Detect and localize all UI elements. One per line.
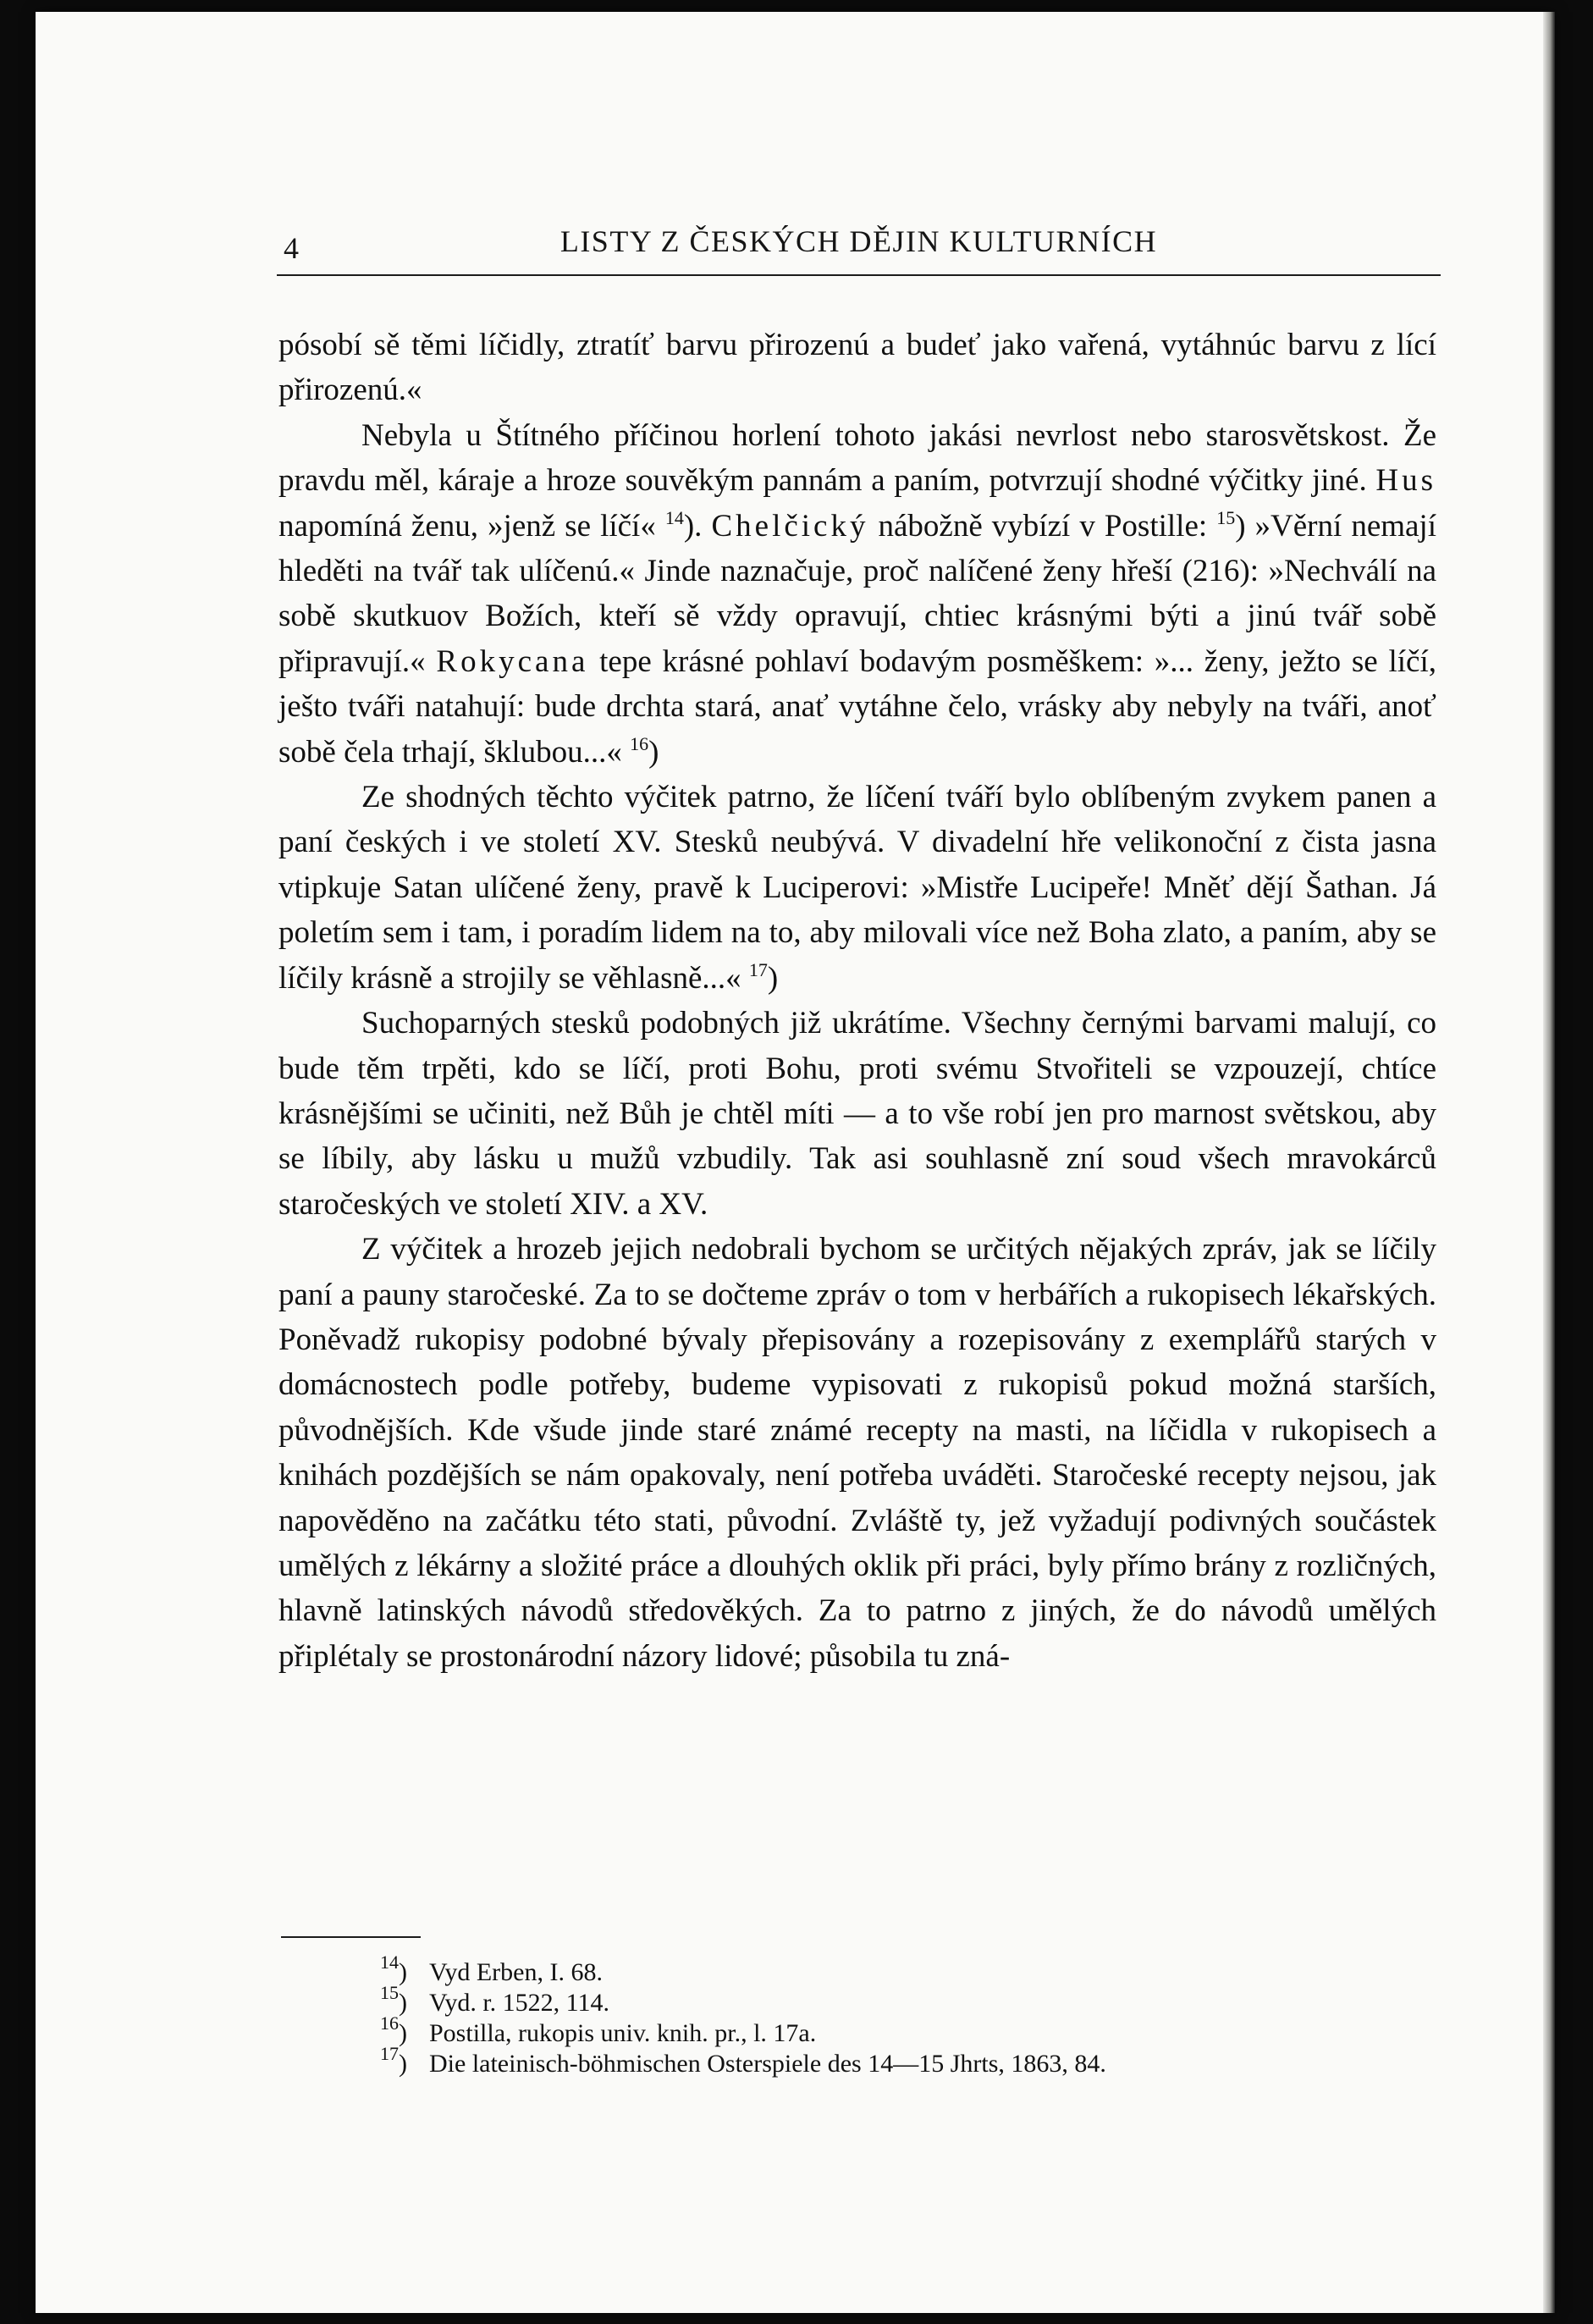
text-run: ). xyxy=(683,508,712,544)
footnote-text: Die lateinisch-böhmischen Osterspiele des 14—15 Jhrts, 1863, 84. xyxy=(429,2050,1106,2078)
running-header xyxy=(277,224,1441,276)
text-run: Nebyla u Štítného příčinou horlení tohoto jakási nevrlost nebo starosvětskost. Že pravdu měl, káraje a hroze souvěkým pannám a paním, potvrzují shodné výčitky jiné. xyxy=(278,417,1436,499)
footnote-marker: 16 xyxy=(380,2012,399,2034)
footnote: $^{17}$) Die lateinisch-böhmischen Osterspiele des 14—15 Jhrts, 1863, 84. xyxy=(380,2043,1106,2078)
footnote-ref-16: 16 xyxy=(630,732,649,754)
page-edge xyxy=(1543,12,1555,2313)
text-run: ) xyxy=(767,960,779,996)
header-rule xyxy=(277,274,1441,276)
text-run: napomíná ženu, »jenž se líčí« xyxy=(278,508,665,544)
footnotes xyxy=(380,1951,1438,2079)
footnote-text: Vyd Erben, I. 68. xyxy=(429,1958,603,1986)
page-number: 4 xyxy=(284,231,300,265)
body-text xyxy=(278,323,1436,1679)
footnote-marker: 17 xyxy=(380,2043,399,2064)
footnote-ref-15: 15 xyxy=(1216,506,1236,528)
author-name-hus: Hus xyxy=(1375,463,1436,499)
paragraph-3 xyxy=(278,775,1436,1001)
footnote-text: Vyd. r. 1522, 114. xyxy=(429,1989,610,2017)
book-page xyxy=(36,12,1555,2313)
paragraph-4: Suchoparných stesků podobných již ukrátíme. Všechny černými barvami malují, co bude těm trpěti, kdo se líčí, proti Bohu, proti svému Stvořiteli se vzpouzejí, chtíce krásnějšími se učiniti, než Bůh je chtěl míti — a to vše robí jen pro marnost světskou, aby se líbily, aby lásku u mužů vzbudily. Tak asi souhlasně zní soud všech mravokárců staročeských ve století XIV. a XV. xyxy=(278,1006,1436,1222)
footnote: $^{14}$) Vyd Erben, I. 68. xyxy=(380,1951,603,1986)
footnote-text: Postilla, rukopis univ. knih. pr., l. 17a. xyxy=(429,2019,817,2047)
footnote-ref-14: 14 xyxy=(664,506,684,528)
paragraph-5: Z výčitek a hrozeb jejich nedobrali bychom se určitých nějakých zpráv, jak se líčily paní a pauny staročeské. Za to se dočteme zpráv o tom v herbářích a rukopisech lékařských. Poněvadž rukopisy podobné bývaly přepisovány a rozepisovány z exemplářů starých v domácnostech podle potřeby, budeme vypisovati z rukopisů pokud možná starších, původnějších. Kde všude jinde staré známé recepty na masti, na líčidla v rukopisech a knihách pozdějších se nám opakovaly, není potřeba uváděti. Staročeské recepty nejsou, jak napověděno na začátku této stati, původní. Zvláště ty, jež vyžadují podivných součástek umělých z lékárny a složité práce a dlouhých oklik při práci, byly přímo brány z rozličných, hlavně latinských návodů středověkých. Za to patrno z jiných, že do návodů umělých připlétaly se prostonárodní názory lidové; působila tu zná- xyxy=(278,1232,1436,1674)
footnote: $^{15}$) Vyd. r. 1522, 114. xyxy=(380,1982,610,2017)
author-name-chelcicky: Chelčický xyxy=(711,508,869,544)
author-name-rokycana: Rokycana xyxy=(436,643,589,679)
footnote-marker: 15 xyxy=(380,1982,399,2003)
footnote-ref-17: 17 xyxy=(748,958,768,980)
text-run: ) xyxy=(648,734,659,770)
footnote-marker: 14 xyxy=(380,1951,399,1973)
text-run: nábožně vybízí v Postille: xyxy=(868,508,1217,544)
text-run: tepe krásné pohlaví bodavým posměškem: »... ženy, ježto se líčí, ješto tváři natahují: bude drchta stará, anať vytáhne čelo, vrásky aby nebyly na tváři, anoť sobě čela trhají, šklubou...« xyxy=(278,643,1436,770)
footnote-rule xyxy=(281,1936,421,1938)
paragraph-1: pósobí sě těmi líčidly, ztratíť barvu přirozenú a budeť jako vařená, vytáhnúc barvu z lící přirozenú.« xyxy=(278,328,1436,408)
paragraph-2 xyxy=(278,413,1436,775)
text-run: Ze shodných těchto výčitek patrno, že líčení tváří bylo oblíbeným zvykem panen a paní českých i ve století XV. Stesků neubývá. V divadelní hře velikonoční z čista jasna vtipkuje Satan ulíčené ženy, pravě k Luciperovi: »Mistře Lucipeře! Mněť dějí Šathan. Já poletím sem i tam, i poradím lidem na to, aby milovali více než Boha zlato, a paním, aby se líčily krásně a strojily se věhlasně...« xyxy=(278,780,1436,996)
footnote: $^{16}$) Postilla, rukopis univ. knih. pr., l. 17a. xyxy=(380,2012,817,2047)
running-title: LISTY Z ČESKÝCH DĚJIN KULTURNÍCH xyxy=(559,224,1158,258)
text-run: ) »Věrní nemají hleděti na tvář tak ulíčenú.« Jinde naznačuje, proč nalíčené ženy hřeší (216): »Nechválí na sobě skutkuov Božích, kteří sě vždy opravují, chtiec krásnými býti a jinú tvář sobě připravují.« xyxy=(278,508,1436,679)
